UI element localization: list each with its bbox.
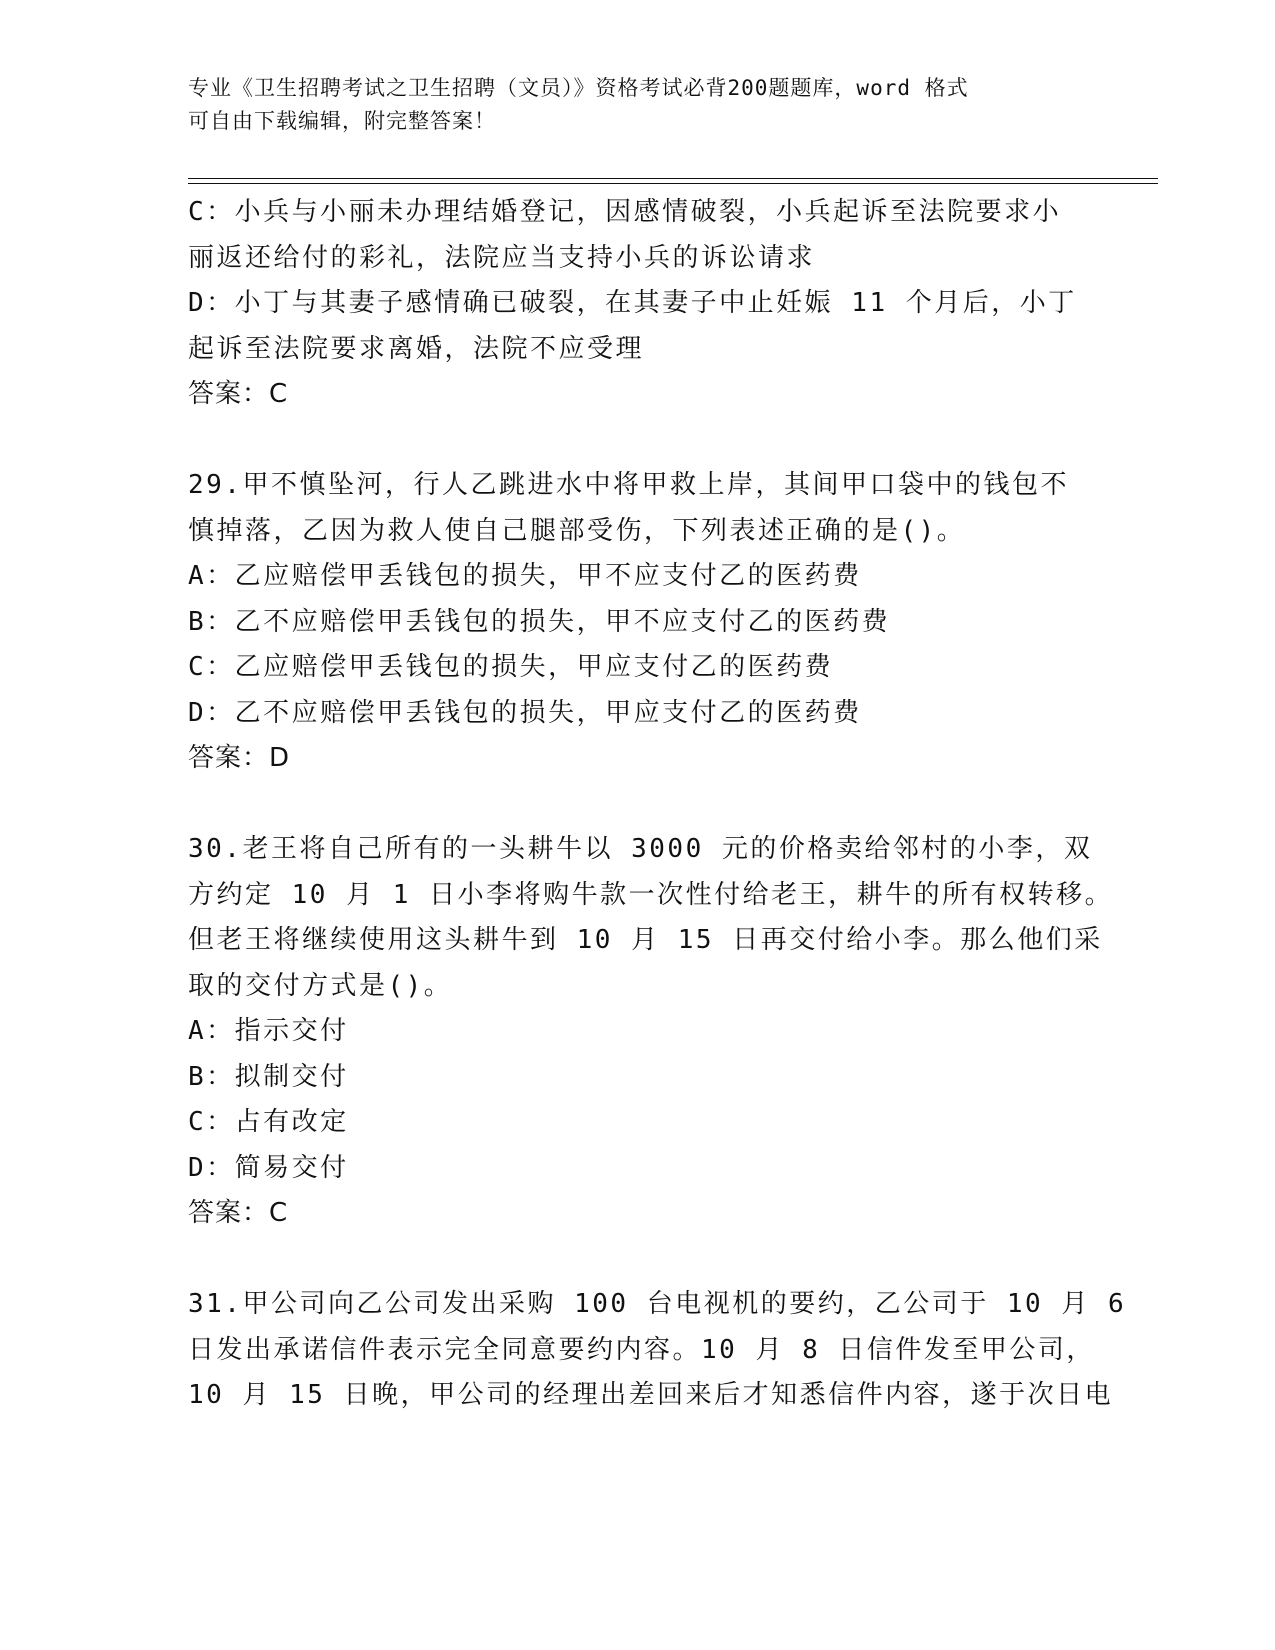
question-stem-line: 29.甲不慎坠河，行人乙跳进水中将甲救上岸，其间甲口袋中的钱包不 <box>188 470 1069 500</box>
option-d: D：乙不应赔偿甲丢钱包的损失，甲应支付乙的医药费 <box>188 697 862 728</box>
option-c-line-1: C：小兵与小丽未办理结婚登记，因感情破裂，小兵起诉至法院要求小 <box>188 197 1062 227</box>
question-stem-line: 取的交付方式是()。 <box>188 970 453 1001</box>
header-divider-bottom <box>188 183 1158 184</box>
answer-line: 答案：C <box>188 1198 289 1228</box>
answer-line: 答案：C <box>188 379 289 409</box>
spacer <box>188 418 1088 464</box>
document-header <box>188 72 1088 138</box>
spacer <box>188 782 1088 828</box>
option-a: A：乙应赔偿甲丢钱包的损失，甲不应支付乙的医药费 <box>188 561 862 591</box>
question-29 <box>188 463 1088 782</box>
question-stem-line: 10 月 15 日晚，甲公司的经理出差回来后才知悉信件内容，遂于次日电 <box>188 1380 1114 1410</box>
option-d-line-1: D：小丁与其妻子感情确已破裂，在其妻子中止妊娠 11 个月后，小丁 <box>188 288 1077 318</box>
question-30 <box>188 827 1114 1237</box>
option-d-line-2: 起诉至法院要求离婚，法院不应受理 <box>188 333 645 364</box>
spacer <box>188 1237 1088 1283</box>
option-a: A：指示交付 <box>188 1016 349 1046</box>
question-31 <box>188 1282 1127 1419</box>
answer-line: 答案：D <box>188 743 291 773</box>
header-line-1: 专业《卫生招聘考试之卫生招聘（文员）》资格考试必背200题题库，word 格式 <box>188 76 969 100</box>
question-28-partial <box>188 190 1088 418</box>
header-divider-top <box>188 178 1158 179</box>
question-stem-line: 但老王将继续使用这头耕牛到 10 月 15 日再交付给小李。那么他们采 <box>188 925 1103 955</box>
question-stem-line: 慎掉落，乙因为救人使自己腿部受伤，下列表述正确的是()。 <box>188 515 966 546</box>
question-stem-line: 日发出承诺信件表示完全同意要约内容。10 月 8 日信件发至甲公司， <box>188 1334 1095 1365</box>
option-c: C：乙应赔偿甲丢钱包的损失，甲应支付乙的医药费 <box>188 652 834 682</box>
option-b: B：拟制交付 <box>188 1061 349 1092</box>
header-line-2: 可自由下载编辑，附完整答案！ <box>188 109 496 133</box>
option-b: B：乙不应赔偿甲丢钱包的损失，甲不应支付乙的医药费 <box>188 606 891 637</box>
option-c-line-2: 丽返还给付的彩礼，法院应当支持小兵的诉讼请求 <box>188 242 816 273</box>
option-d: D：简易交付 <box>188 1152 349 1183</box>
question-content <box>188 190 1127 1419</box>
question-stem-line: 30.老王将自己所有的一头耕牛以 3000 元的价格卖给邻村的小李，双 <box>188 834 1093 864</box>
option-c: C：占有改定 <box>188 1107 349 1137</box>
question-stem-line: 31.甲公司向乙公司发出采购 100 台电视机的要约，乙公司于 10 月 6 <box>188 1289 1127 1319</box>
question-stem-line: 方约定 10 月 1 日小李将购牛款一次性付给老王，耕牛的所有权转移。 <box>188 879 1114 910</box>
